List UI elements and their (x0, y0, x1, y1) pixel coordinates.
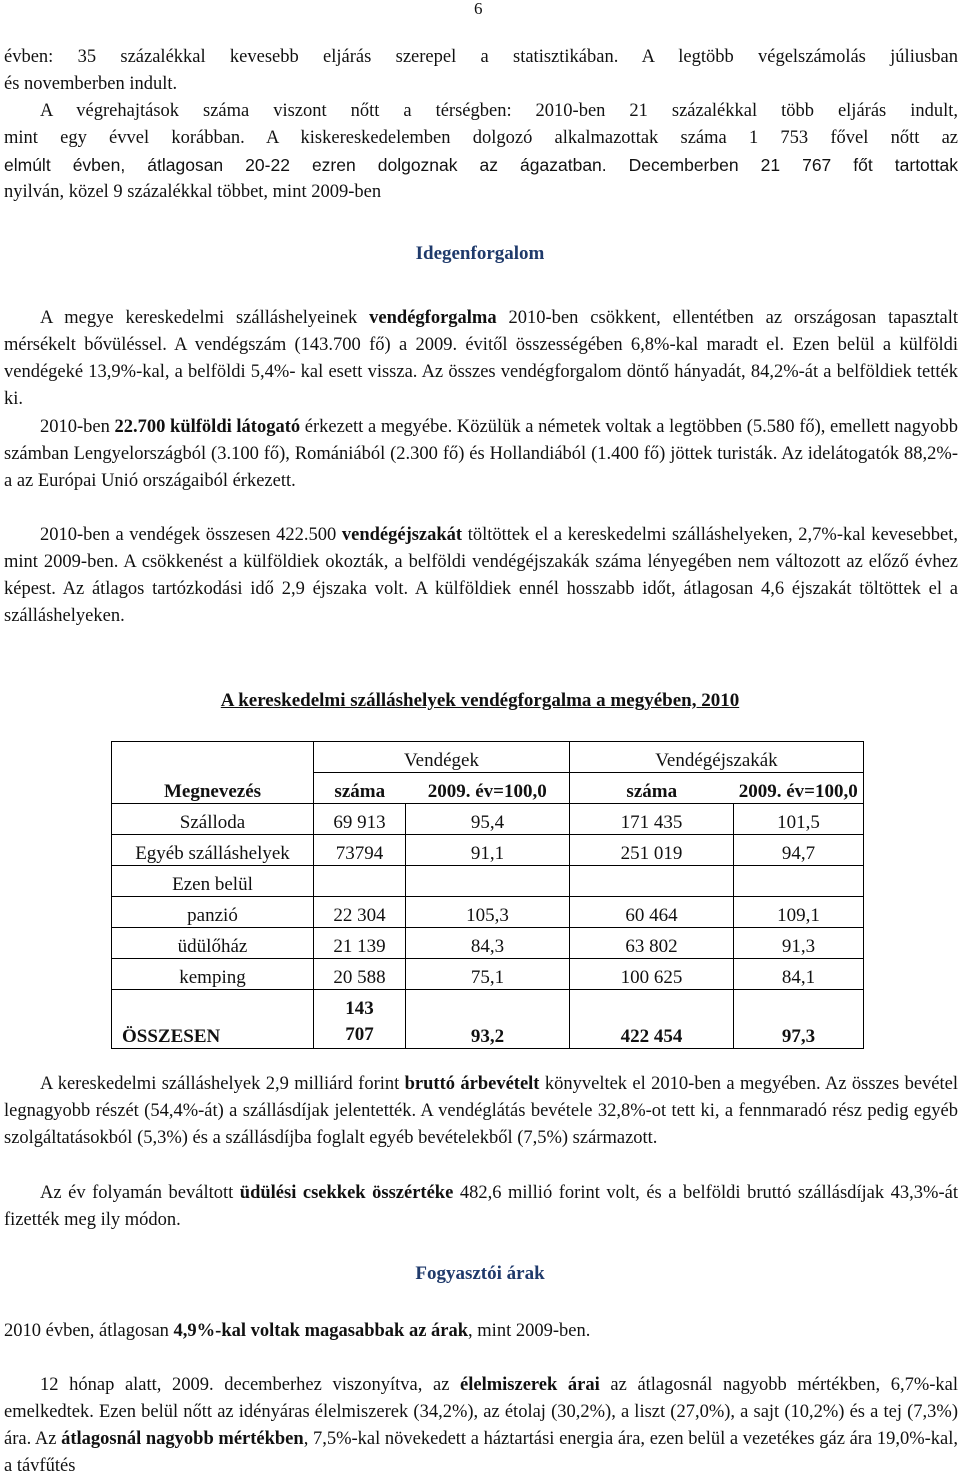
night-count: 63 802 (570, 928, 734, 959)
night-index: 109,1 (734, 897, 864, 928)
night-index: 84,1 (734, 959, 864, 990)
section-heading-tourism: Idegenforgalom (415, 243, 545, 264)
col-header-night-index: 2009. év=100,0 (734, 773, 864, 804)
guest-count: 20 588 (314, 959, 406, 990)
table-row (112, 804, 864, 835)
group-nights-header: Vendégéjszakák (570, 742, 864, 773)
guest-index: 84,3 (406, 928, 570, 959)
total-name: ÖSSZESEN (112, 990, 314, 1049)
guest-count: 69 913 (314, 804, 406, 835)
row-name: Egyéb szálláshelyek (112, 835, 314, 866)
table-row (112, 928, 864, 959)
guest-index: 95,4 (406, 804, 570, 835)
night-index: 101,5 (734, 804, 864, 835)
total-night-count: 422 454 (570, 990, 734, 1049)
guest-index: 91,1 (406, 835, 570, 866)
night-count: 171 435 (570, 804, 734, 835)
table-row (112, 959, 864, 990)
prices-paragraph-1: 2010 évben, átlagosan 4,9%-kal voltak magasabbak az árak, mint 2009-ben. (4, 1321, 591, 1341)
intro-line-2: és novemberben indult. (4, 74, 178, 94)
group-guests-header: Vendégek (314, 742, 570, 773)
table-row (112, 897, 864, 928)
tourism-paragraph-1: A megye kereskedelmi szálláshelyeinek vendégforgalma 2010-ben csökkent, ellentétben az országosan tapasztalt mérsékelt bővüléssel. A vendégszám (143.700 fő) a 2009. évitől összességében 6,8%-kal maradt el. Ezen belül a külföldi vendégeké 13,9%-kal, a belföldi 5,4%- kal esett vissza. Az összes vendégforgalom döntő hányadát, 84,2%-át a belföldiek tették ki. (4, 308, 958, 409)
col-header-guest-index: 2009. év=100,0 (406, 773, 570, 804)
table-row (112, 866, 864, 897)
section-heading-consumer-prices: Fogyasztói árak (415, 1263, 545, 1284)
voucher-paragraph: Az év folyamán beváltott üdülési csekkek összértéke 482,6 millió forint volt, és a belföldi bruttó szállásdíjak 43,3%-át fizették meg ily módon. (4, 1183, 958, 1230)
row-name: Ezen belül (112, 866, 314, 897)
guest-index: 75,1 (406, 959, 570, 990)
table-total-row (112, 990, 864, 1049)
table-row (112, 835, 864, 866)
total-guest-index: 93,2 (406, 990, 570, 1049)
revenue-paragraph: A kereskedelmi szálláshelyek 2,9 milliárd forint bruttó árbevételt könyveltek el 2010-ben a megyében. Az összes bevétel legnagyobb részét (54,4%-át) a szállásdíjak jelentették. A vendéglátás bevétele 32,8%-ot tett ki, a fennmaradó rész pedig egyéb szolgáltatásokból (5,3%) és a szállásdíjba foglalt egyéb bevételekből (7,5%) származott. (4, 1074, 958, 1148)
guest-traffic-table (111, 741, 864, 1049)
prices-paragraph-2: 12 hónap alatt, 2009. decemberhez viszonyítva, az élelmiszerek árai az átlagosnál nagyobb mértékben, 6,7%-kal emelkedtek. Ezen belül nőtt az idényáras élelmiszerek (34,2%), az étolaj (30,2%), a liszt (27,0%), a sajt (10,2%) és a tej (7,3%) ára. Az átlagosnál nagyobb mértékben, 7,5%-kal növekedett a háztartási energia ára, ezen belül a vezetékes gáz ára 19,0%-kal, a távfűtés (4, 1375, 959, 1476)
night-count: 251 019 (570, 835, 734, 866)
guest-count: 21 139 (314, 928, 406, 959)
night-index: 94,7 (734, 835, 864, 866)
total-night-index: 97,3 (734, 990, 864, 1049)
intro-line-1: évben: 35 százalékkal kevesebb eljárás szerepel a statisztikában. A legtöbb végelszámolás júliusban (4, 47, 958, 67)
row-name: üdülőház (112, 928, 314, 959)
night-count: 100 625 (570, 959, 734, 990)
tourism-paragraph-3: 2010-ben a vendégek összesen 422.500 vendégéjszakát töltöttek el a kereskedelmi szálláshelyeken, 2,7%-kal kevesebbet, mint 2009-ben. A csökkenést a külföldiek okozták, a belföldi vendégéjszakák száma lényegében nem változott az előző évhez képest. Az átlagos tartózkodási idő 2,9 éjszaka volt. A külföldiek ennél hosszabb időt, átlagosan 4,6 éjszakát töltöttek el a szálláshelyeken. (4, 525, 958, 626)
tourism-paragraph-2: 2010-ben 22.700 külföldi látogató érkezett a megyébe. Közülük a németek voltak a legtöbben (5.580 fő), emellett nagyobb számban Lengyelországból (3.100 fő), Romániából (2.300 fő) és Hollandiából (1.400 fő) jöttek turisták. Az idelátogatók 88,2%-a az Európai Unió országaiból érkezett. (4, 417, 958, 491)
col-header-night-count: száma (570, 773, 734, 804)
intro-line-6: nyilván, közel 9 százalékkal többet, mint 2009-ben (4, 182, 382, 202)
row-name: kemping (112, 959, 314, 990)
intro-line-3: A végrehajtások száma viszont nőtt a térségben: 2010-ben 21 százalékkal több eljárás indult, (40, 101, 958, 121)
night-index: 91,3 (734, 928, 864, 959)
col-header-guest-count: száma (314, 773, 406, 804)
col-header-name: Megnevezés (112, 773, 314, 804)
row-name: panzió (112, 897, 314, 928)
row-name: Szálloda (112, 804, 314, 835)
table-caption: A kereskedelmi szálláshelyek vendégforgalma a megyében, 2010 (220, 690, 740, 711)
table-group-header-row (112, 742, 864, 773)
intro-line-4: mint egy évvel korábban. A kiskereskedelemben dolgozó alkalmazottak száma 1 753 fővel nőtt az (4, 128, 958, 148)
guest-count: 22 304 (314, 897, 406, 928)
night-count: 60 464 (570, 897, 734, 928)
guest-index: 105,3 (406, 897, 570, 928)
total-guest-count: 143 707 (314, 990, 406, 1049)
intro-line-5: elmúlt évben, átlagosan 20-22 ezren dolgoznak az ágazatban. Decemberben 21 767 főt tartottak (4, 155, 958, 175)
guest-count: 73794 (314, 835, 406, 866)
page-number: 6 (474, 0, 483, 18)
table-header-row (112, 773, 864, 804)
